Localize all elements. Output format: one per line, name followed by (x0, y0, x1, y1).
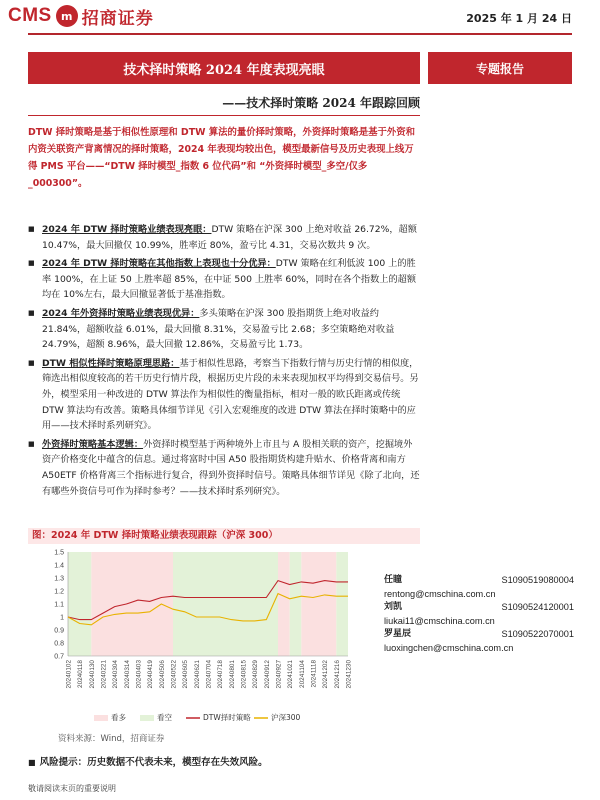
report-subtitle: ——技术择时策略 2024 年跟踪回顾 (222, 96, 420, 110)
analyst-2 (384, 601, 574, 628)
x-tick-label: 20240912 (263, 660, 271, 689)
bullet-1-text: DTW 策略在沪深 300 上绝对收益 26.72%，超额 10.47%，最大回撤仅 10.99%，胜率近 80%，盈亏比 4.31，交易次数共 9 次。 (42, 224, 417, 251)
x-tick-label: 20240419 (147, 660, 155, 689)
analyst-name: 罗星辰 (384, 629, 412, 640)
x-tick-label: 20240102 (65, 660, 73, 689)
y-tick-label: 1 (60, 614, 64, 622)
y-tick-label: 1.1 (54, 601, 64, 609)
x-tick-label: 20240621 (193, 660, 201, 689)
abstract: DTW 择时策略是基于相似性原理和 DTW 算法的量价择时策略，外资择时策略是基于外资和内资关联资产背离情况的择时策略，2024 年表现均较出色，模型最新信号及历史表现上线万得 PMS 平台——“DTW 择时模型_指数 6 位代码”和 “外资择时模型_多空/仅多_000300”。 (28, 127, 415, 189)
y-tick-label: 0.8 (54, 640, 64, 648)
bullet-4-head: DTW 相似性择时策略原理思路： (42, 357, 180, 369)
x-tick-label: 20240801 (228, 660, 236, 689)
y-tick-label: 1.5 (54, 549, 64, 557)
legend-swatch (140, 715, 154, 721)
x-tick-label: 20241202 (322, 660, 330, 689)
x-tick-label: 20240118 (77, 660, 85, 688)
report-category: 专题报告 (428, 52, 572, 84)
x-tick-label: 20240403 (135, 660, 143, 689)
logo-seal: m (56, 5, 78, 27)
bullet-1: ■ 2024 年 DTW 择时策略业绩表现亮眼：DTW 策略在沪深 300 上绝对收益 26.72%，超额 10.47%，最大回撤仅 10.99%，胜率近 80%，盈亏比 4.31，交易次数共 9 次。 (28, 224, 417, 251)
x-tick-label: 20240221 (100, 660, 108, 689)
x-tick-label: 20241230 (345, 660, 353, 689)
bullet-3-head: 2024 年外资择时策略业绩表现优异： (42, 307, 200, 319)
x-tick-label: 20241216 (333, 660, 341, 689)
bullet-3-text: 多头策略在沪深 300 股指期货上绝对收益约 21.84%，超额收益 6.01%，最大回撤 8.31%，交易盈亏比 2.68；多空策略绝对收益 24.79%，超额 8.96%，最大回撤 12.86%，交易盈亏比 1.73。 (42, 307, 395, 351)
y-tick-label: 1.3 (54, 575, 64, 583)
logo-latin: CMS (8, 5, 52, 26)
bullet-5-text: 外资择时模型基于两种境外上市且与 A 股相关联的资产，挖掘境外资产价格变化中蕴含的信息。通过将富时中国 A50 股指期货构建升贴水、价格背离和南方 A50ETF 价格背离三个指标进行复合，得到外资择时信号。策略具体细节详见《除了北向，还有哪些外资信号可作为择时参考？——技术择时系列研究》。 (42, 438, 420, 497)
bullet-2-head: 2024 年 DTW 择时策略在其他指数上表现也十分优异： (42, 258, 276, 270)
analyst-sid: S1090524120001 (501, 602, 574, 613)
analyst-1 (384, 574, 574, 601)
bullet-2: ■ 2024 年 DTW 择时策略在其他指数上表现也十分优异：DTW 策略在红利低波 100 上的胜率 100%，在上证 50 上胜率超 85%，在中证 500 上胜率 60%，同时在各个指数上的超额均在 10%左右，最大回撤显著低于基准指数。 (28, 258, 417, 301)
x-tick-label: 20240815 (240, 660, 248, 689)
x-tick-label: 20241021 (287, 660, 295, 689)
subtitle-divider (28, 115, 420, 116)
x-tick-label: 20240829 (252, 660, 260, 689)
x-tick-label: 20240130 (88, 660, 96, 689)
logo-chinese: 招商证券 (81, 8, 154, 29)
region-long-3 (278, 552, 290, 656)
region-short-6 (336, 552, 348, 656)
footer-note: 敬请阅读末页的重要说明 (28, 784, 116, 793)
x-tick-label: 20240304 (112, 660, 120, 689)
region-short-4 (290, 552, 302, 656)
x-tick-label: 20240506 (158, 660, 166, 689)
report-title: 技术择时策略 2024 年度表现亮眼 (28, 52, 420, 84)
region-long-5 (301, 552, 336, 656)
x-tick-label: 20241104 (298, 660, 306, 688)
performance-chart (28, 546, 420, 731)
analyst-email[interactable]: luoxingchen@cmschina.com.cn (384, 642, 514, 653)
x-tick-label: 20240605 (182, 660, 190, 689)
legend-swatch (94, 715, 108, 721)
risk-text: 风险提示：历史数据不代表未来，模型存在失效风险。 (39, 757, 268, 768)
y-tick-label: 1.4 (54, 562, 64, 570)
x-tick-label: 20240704 (205, 660, 213, 689)
analyst-name: 任瞳 (384, 575, 403, 585)
analyst-sid: S1090519080004 (501, 575, 574, 585)
page-header (0, 0, 600, 36)
x-tick-label: 20240718 (217, 660, 225, 689)
x-tick-label: 20240522 (170, 660, 178, 689)
analyst-email[interactable]: rentong@cmschina.com.cn (384, 588, 496, 599)
report-date: 2025 年 1 月 24 日 (466, 12, 572, 25)
legend-label: 沪深300 (271, 713, 301, 722)
bullet-5-head: 外资择时策略基本逻辑： (42, 438, 144, 450)
y-tick-label: 0.7 (54, 653, 64, 661)
analyst-list (384, 574, 574, 656)
analyst-sid: S1090522070001 (501, 629, 574, 640)
bullet-1-head: 2024 年 DTW 择时策略业绩表现亮眼： (42, 224, 212, 235)
figure-title: 图：2024 年 DTW 择时策略业绩表现跟踪（沪深 300） (28, 528, 420, 544)
analyst-3 (384, 628, 574, 655)
header-divider (28, 33, 572, 35)
company-logo (8, 2, 154, 30)
bullet-2-text: DTW 策略在红利低波 100 上的胜率 100%，在上证 50 上胜率超 85%，在中证 500 上胜率 60%，同时在各个指数上的超额均在 10%左右，最大回撤显著低于基准指数。 (42, 258, 417, 301)
x-tick-label: 20241118 (310, 660, 318, 688)
y-tick-label: 1.2 (54, 588, 64, 596)
bullet-4: ■ DTW 相似性择时策略原理思路：基于相似性思路，考察当下指数行情与历史行情的相似度，筛选出相似度较高的若干历史行情片段，根据历史片段的未来表现加权平均得到交易信号。另外，模型采用一种改进的 DTW 算法作为相似性的衡量指标，相对一般的欧氏距离或传统 DTW 算法均有改善。策略具体细节详见《引入宏观维度的改进 DTW 算法在择时策略中的应用——技术择时系列研究》。 (28, 357, 419, 432)
analyst-name: 刘凯 (384, 602, 403, 613)
bullet-5: ■ 外资择时策略基本逻辑：外资择时模型基于两种境外上市且与 A 股相关联的资产，挖掘境外资产价格变化中蕴含的信息。通过将富时中国 A50 股指期货构建升贴水、价格背离和南方 A50ETF 价格背离三个指标进行复合，得到外资择时信号。策略具体细节详见《除了北向，还有哪些外资信号可作为择时参考？——技术择时系列研究》。 (28, 438, 420, 497)
bullet-3: ■ 2024 年外资择时策略业绩表现优异：多头策略在沪深 300 股指期货上绝对收益约 21.84%，超额收益 6.01%，最大回撤 8.31%，交易盈亏比 2.68；多空策略绝对收益 24.79%，超额 8.96%，最大回撤 12.86%，交易盈亏比 1.73。 (28, 307, 395, 351)
key-points (28, 222, 420, 502)
legend-label: 看空 (157, 713, 172, 722)
bullet-4-text: 基于相似性思路，考察当下指数行情与历史行情的相似度，筛选出相似度较高的若干历史行情片段，根据历史片段的未来表现加权平均得到交易信号。另外，模型采用一种改进的 DTW 算法作为相似性的衡量指标，相对一般的欧氏距离或传统 DTW 算法均有改善。策略具体细节详见《引入宏观维度的改进 DTW 算法在择时策略中的应用——技术择时系列研究》。 (42, 357, 419, 432)
x-tick-label: 20240927 (275, 660, 283, 689)
y-tick-label: 0.9 (54, 627, 64, 635)
analyst-email[interactable]: liukai11@cmschina.com.cn (384, 615, 495, 626)
legend-label: DTW择时策略 (203, 713, 251, 722)
legend-label: 看多 (111, 713, 126, 722)
region-short-2 (173, 552, 278, 656)
figure-source: 资料来源：Wind，招商证券 (58, 734, 165, 744)
risk-warning: ■ 风险提示：历史数据不代表未来，模型存在失效风险。 (28, 757, 268, 768)
x-tick-label: 20240314 (123, 660, 131, 689)
region-short-0 (68, 552, 91, 656)
